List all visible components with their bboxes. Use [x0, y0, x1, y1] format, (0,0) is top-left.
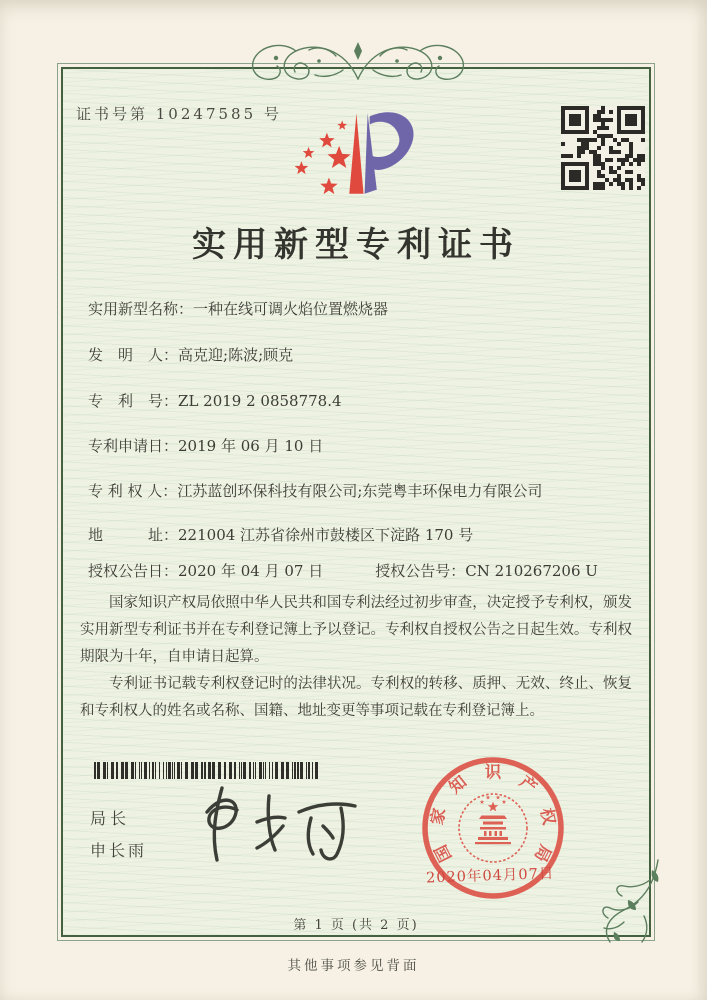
seal-national-emblem: [459, 794, 527, 862]
svg-text:知: 知: [445, 771, 471, 798]
barcode: [94, 762, 322, 779]
qr-code: [561, 106, 645, 190]
logo-purple-wedge: [365, 113, 377, 193]
back-side-note: 其他事项参见背面: [287, 958, 420, 974]
field-value: 2019 年 06 月 10 日: [178, 437, 324, 455]
svg-text:家: 家: [427, 806, 450, 827]
top-ornament-icon: [243, 36, 473, 88]
page-number: 第 1 页 (共 2 页): [293, 918, 419, 933]
grant-date-label: 授权公告日：: [88, 562, 179, 580]
svg-text:产: 产: [515, 771, 541, 798]
field-label: 地 址：: [88, 526, 179, 544]
field-row-patent-number: [88, 390, 342, 411]
field-label: 专 利 号：: [88, 392, 179, 410]
field-row-patentee: [88, 480, 542, 501]
grant-number-value: CN 210267206 U: [465, 562, 598, 580]
bottom-right-ornament-icon: [594, 856, 666, 948]
field-label: 专 利 权 人：: [88, 482, 178, 500]
grant-date-value: 2020 年 04 月 07 日: [178, 562, 324, 580]
field-value: ZL 2019 2 0858778.4: [178, 392, 342, 410]
paragraph-register-statement: 专利证书记载专利权登记时的法律状况。专利权的转移、质押、无效、终止、恢复和专利权人的姓名或名称、国籍、地址变更等事项记载在专利登记簿上。: [80, 676, 632, 719]
field-label: 专利申请日：: [88, 437, 179, 455]
field-row-inventors: [88, 344, 293, 365]
field-row-filing-date: [88, 435, 323, 456]
field-row-grant: [88, 560, 598, 581]
legal-text: [80, 590, 632, 725]
svg-text:局: 局: [530, 841, 556, 866]
grant-number-label: 授权公告号：: [375, 562, 466, 580]
field-label: 实用新型名称：: [88, 300, 194, 318]
signature-image: [195, 778, 375, 878]
field-value: 高克迎;陈波;顾克: [178, 346, 294, 364]
ornament-center-gem: [354, 42, 362, 60]
svg-text:权: 权: [536, 806, 559, 827]
logo-stars: [295, 120, 351, 194]
cnipa-logo-icon: [288, 97, 433, 207]
field-row-address: [88, 524, 473, 545]
logo-p-bowl: [370, 112, 414, 170]
certificate-number: 证书号第 10247585 号: [76, 105, 282, 123]
svg-text:国: 国: [430, 841, 456, 866]
commissioner-name: 申长雨: [90, 841, 148, 860]
field-value: 江苏蓝创环保科技有限公司;东莞粤丰环保电力有限公司: [177, 482, 543, 500]
field-label: 发 明 人：: [88, 346, 179, 364]
seal-date: 2020年04月07日: [425, 865, 555, 887]
field-value: 221004 江苏省徐州市鼓楼区下淀路 170 号: [178, 526, 474, 544]
field-value: 一种在线可调火焰位置燃烧器: [193, 300, 389, 318]
logo-red-wedge: [349, 113, 363, 193]
commissioner-title: 局长: [90, 809, 131, 828]
field-row-utility-model-name: [88, 298, 388, 319]
page-title: 实用新型专利证书: [192, 225, 520, 265]
paragraph-grant-statement: 国家知识产权局依照中华人民共和国专利法经过初步审查，决定授予专利权，颁发实用新型专利证书并在专利登记簿上予以登记。专利权自授权公告之日起生效。专利权期限为十年，自申请日起算。: [80, 595, 632, 665]
svg-text:识: 识: [484, 762, 502, 782]
